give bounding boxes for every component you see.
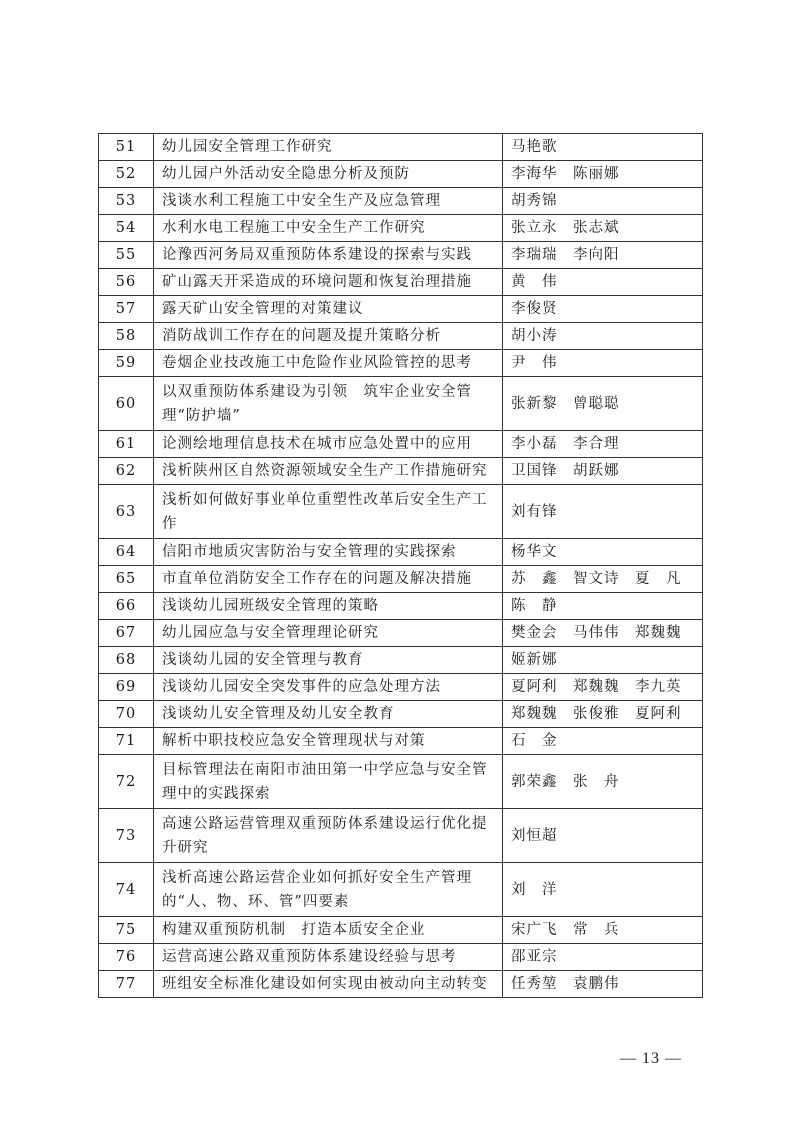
row-number: 54 [99,215,154,242]
row-number: 52 [99,161,154,188]
row-number: 68 [99,647,154,674]
table-row [99,755,703,809]
row-number: 60 [99,377,154,431]
table-row [99,350,703,377]
row-number: 51 [99,134,154,161]
paper-title: 浅谈水利工程施工中安全生产及应急管理 [154,188,503,215]
paper-title: 浅谈幼儿安全管理及幼儿安全教育 [154,701,503,728]
paper-title: 构建双重预防机制 打造本质安全企业 [154,917,503,944]
paper-title: 以双重预防体系建设为引领 筑牢企业安全管理“防护墙” [154,377,503,431]
row-number: 63 [99,485,154,539]
paper-title: 浅谈幼儿园的安全管理与教育 [154,647,503,674]
row-number: 66 [99,593,154,620]
row-number: 70 [99,701,154,728]
paper-authors: 姬新娜 [503,647,703,674]
table-row [99,917,703,944]
paper-title: 市直单位消防安全工作存在的问题及解决措施 [154,566,503,593]
table-row [99,728,703,755]
paper-authors: 郭荣鑫 张 舟 [503,755,703,809]
row-number: 67 [99,620,154,647]
paper-title: 运营高速公路双重预防体系建设经验与思考 [154,944,503,971]
paper-title: 目标管理法在南阳市油田第一中学应急与安全管理中的实践探索 [154,755,503,809]
table-row [99,944,703,971]
table-row [99,188,703,215]
row-number: 75 [99,917,154,944]
paper-authors: 陈 静 [503,593,703,620]
table-row [99,971,703,998]
paper-title: 浅析高速公路运营企业如何抓好安全生产管理的“人、物、环、管”四要素 [154,863,503,917]
paper-title: 消防战训工作存在的问题及提升策略分析 [154,323,503,350]
row-number: 55 [99,242,154,269]
row-number: 77 [99,971,154,998]
paper-title: 幼儿园应急与安全管理理论研究 [154,620,503,647]
paper-title: 浅析陕州区自然资源领域安全生产工作措施研究 [154,458,503,485]
table-row [99,431,703,458]
row-number: 69 [99,674,154,701]
paper-authors: 胡秀锦 [503,188,703,215]
table-row [99,377,703,431]
paper-title: 论豫西河务局双重预防体系建设的探索与实践 [154,242,503,269]
table-row [99,809,703,863]
paper-title: 卷烟企业技改施工中危险作业风险管控的思考 [154,350,503,377]
paper-authors: 李小磊 李合理 [503,431,703,458]
table-row [99,242,703,269]
paper-authors: 杨华文 [503,539,703,566]
awards-table [98,133,703,998]
paper-title: 水利水电工程施工中安全生产工作研究 [154,215,503,242]
paper-authors: 宋广飞 常 兵 [503,917,703,944]
paper-authors: 夏阿利 郑魏魏 李九英 [503,674,703,701]
row-number: 57 [99,296,154,323]
table-row [99,647,703,674]
paper-title: 班组安全标准化建设如何实现由被动向主动转变 [154,971,503,998]
table-row [99,458,703,485]
table-row [99,323,703,350]
paper-authors: 李俊贤 [503,296,703,323]
paper-authors: 胡小涛 [503,323,703,350]
row-number: 64 [99,539,154,566]
table-row [99,566,703,593]
row-number: 73 [99,809,154,863]
row-number: 62 [99,458,154,485]
table-row [99,215,703,242]
row-number: 61 [99,431,154,458]
paper-authors: 刘恒超 [503,809,703,863]
awards-table-body [99,134,703,998]
paper-title: 论测绘地理信息技术在城市应急处置中的应用 [154,431,503,458]
table-row [99,485,703,539]
paper-title: 浅谈幼儿园安全突发事件的应急处理方法 [154,674,503,701]
paper-title: 幼儿园户外活动安全隐患分析及预防 [154,161,503,188]
table-row [99,593,703,620]
paper-title: 幼儿园安全管理工作研究 [154,134,503,161]
paper-authors: 郑魏魏 张俊雅 夏阿利 [503,701,703,728]
row-number: 76 [99,944,154,971]
paper-authors: 李瑞瑞 李向阳 [503,242,703,269]
row-number: 65 [99,566,154,593]
paper-title: 露天矿山安全管理的对策建议 [154,296,503,323]
paper-authors: 刘有锋 [503,485,703,539]
row-number: 74 [99,863,154,917]
table-row [99,620,703,647]
paper-title: 信阳市地质灾害防治与安全管理的实践探索 [154,539,503,566]
paper-authors: 黄 伟 [503,269,703,296]
paper-authors: 石 金 [503,728,703,755]
table-row [99,269,703,296]
paper-title: 浅析如何做好事业单位重塑性改革后安全生产工作 [154,485,503,539]
row-number: 59 [99,350,154,377]
paper-authors: 樊金会 马伟伟 郑魏魏 [503,620,703,647]
paper-title: 浅谈幼儿园班级安全管理的策略 [154,593,503,620]
row-number: 53 [99,188,154,215]
table-row [99,161,703,188]
row-number: 72 [99,755,154,809]
paper-authors: 刘 洋 [503,863,703,917]
paper-authors: 张立永 张志斌 [503,215,703,242]
row-number: 58 [99,323,154,350]
paper-title: 矿山露天开采造成的环境问题和恢复治理措施 [154,269,503,296]
table-row [99,539,703,566]
paper-title: 解析中职技校应急安全管理现状与对策 [154,728,503,755]
page-number: — 13 — [620,1050,682,1067]
paper-authors: 苏 鑫 智文诗 夏 凡 [503,566,703,593]
paper-authors: 任秀堃 袁鹏伟 [503,971,703,998]
table-row [99,296,703,323]
table-row [99,863,703,917]
row-number: 71 [99,728,154,755]
table-row [99,134,703,161]
paper-authors: 李海华 陈丽娜 [503,161,703,188]
paper-authors: 邵亚宗 [503,944,703,971]
row-number: 56 [99,269,154,296]
paper-authors: 张新黎 曾聪聪 [503,377,703,431]
table-row [99,674,703,701]
paper-title: 高速公路运营管理双重预防体系建设运行优化提升研究 [154,809,503,863]
paper-authors: 尹 伟 [503,350,703,377]
paper-authors: 马艳歌 [503,134,703,161]
table-row [99,701,703,728]
paper-authors: 卫国锋 胡跃娜 [503,458,703,485]
